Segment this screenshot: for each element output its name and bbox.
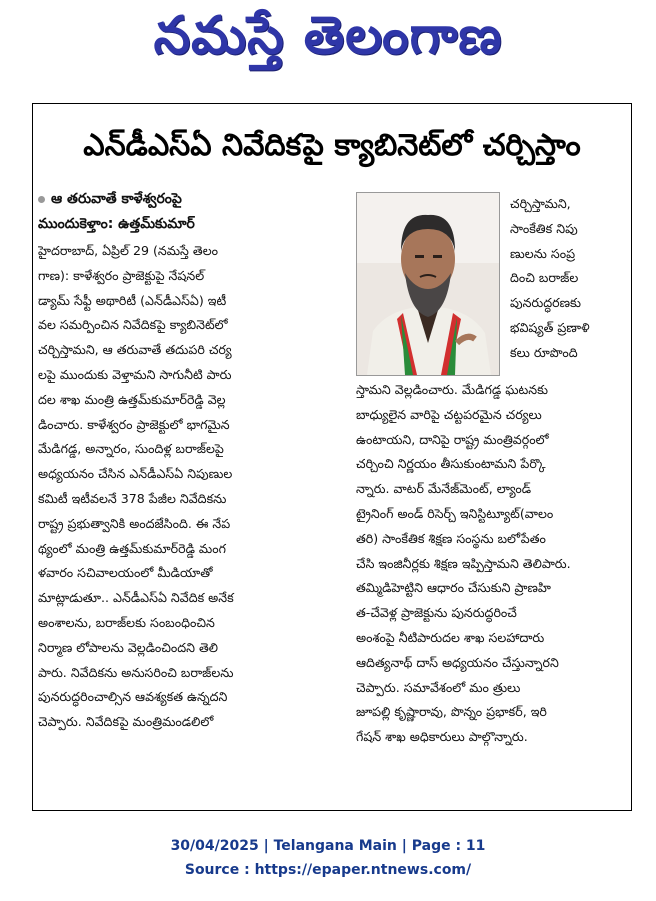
article-line: నిర్మాణ లోపాలను వెల్లడించిందని తెలి bbox=[38, 639, 219, 655]
article-line: తమ్మిడిహెట్టిని ఆధారం చేసుకుని ప్రాణహి bbox=[356, 580, 551, 596]
article-line: అధ్యయనం చేసిన ఎన్‌డీఎస్‌ఏ నిపుణుల bbox=[38, 466, 233, 482]
article-line: ట్రైనింగ్ అండ్ రిసెర్చ్ ఇనిస్టిట్యూట్(వాలం bbox=[356, 505, 554, 521]
article-right-top bbox=[510, 192, 624, 366]
article-line: కలు రూపొంది bbox=[510, 344, 578, 360]
article-line: దించి బరాజ్‌ల bbox=[510, 270, 579, 286]
article-line: సాంకేతిక నిపు bbox=[510, 220, 578, 236]
article-line: న్నారు. వాటర్ మేనేజ్‌మెంట్, ల్యాండ్ bbox=[356, 481, 532, 497]
article-line: చెప్పారు. నివేదికపై మంత్రిమండలిలో bbox=[38, 714, 214, 730]
footer-source-line: Source : https://epaper.ntnews.com/ bbox=[184, 862, 472, 878]
bullet-icon bbox=[38, 196, 45, 203]
article-line: అంశంపై నీటిపారుదల శాఖ సలహాదారు bbox=[356, 629, 545, 645]
article-line: థ్యంలో మంత్రి ఉత్తమ్‌కుమార్‌రెడ్డి మంగ bbox=[38, 540, 226, 556]
article-line: ళవారం సచివాలయంలో మీడియాతో bbox=[38, 565, 213, 581]
article-line: రాష్ట్ర ప్రభుత్వానికి అందజేసింది. ఈ నేప bbox=[38, 515, 231, 531]
subheading-line-1 bbox=[38, 187, 358, 212]
article-line: తరి) సాంకేతిక శిక్షణ సంస్థను బలోపేతం bbox=[356, 530, 546, 546]
article-line: అంశాలను, బరాజ్‌లకు సంబంధించిన bbox=[38, 614, 215, 630]
article-line: చర్చిస్తామని, ఆ తరువాతే తదుపరి చర్య bbox=[38, 342, 232, 358]
article-line: ఆదిత్యనాథ్ దాస్ అధ్యయనం చేస్తున్నారని bbox=[356, 654, 559, 670]
article-line: చెప్పారు. సమావేశంలో మం త్రులు bbox=[356, 679, 521, 695]
article-line: గేషన్ శాఖ అధికారులు పాల్గొన్నారు. bbox=[356, 729, 528, 745]
article-line: ణులను సంప్ర bbox=[510, 245, 576, 261]
article-line: లపై ముందుకు వెళ్తామని సాగునీటి పారు bbox=[38, 366, 232, 382]
article-line: డించారు. కాళేశ్వరం ప్రాజెక్టులో భాగమైన bbox=[38, 416, 230, 432]
article-line: త-చేవెళ్ల ప్రాజెక్టును పునరుద్ధరించే bbox=[356, 605, 517, 621]
headline-text: ఎన్‌డీఎస్‌ఏ నివేదికపై క్యాబినెట్‌లో చర్చిస్తాం bbox=[83, 128, 581, 163]
article-line: పునరుద్ధరణకు bbox=[510, 295, 581, 311]
article-line: పునరుద్ధరించాల్సిన ఆవశ్యకత ఉన్నదని bbox=[38, 689, 228, 705]
subheading-line-2 bbox=[38, 212, 358, 237]
article-line: వల సమర్పించిన నివేదికపై క్యాబినెట్‌లో bbox=[38, 317, 228, 333]
masthead-title: నమస్తే తెలంగాణ bbox=[153, 5, 503, 66]
portrait-illustration bbox=[357, 193, 499, 375]
article-line: డ్యామ్ సేఫ్టీ అథారిటీ (ఎన్‌డీఎస్‌ఏ) ఇటీ bbox=[38, 292, 227, 308]
article-line: ఉంటాయని, దానిపై రాష్ట్ర మంత్రివర్గంలో bbox=[356, 431, 549, 447]
article-line: పారు. నివేదికను అనుసరించి బరాజ్‌లను bbox=[38, 664, 234, 680]
article-line: గాణ): కాళేశ్వరం ప్రాజెక్టుపై నేషనల్ bbox=[38, 267, 205, 283]
subheading bbox=[38, 187, 358, 237]
masthead-logo bbox=[0, 0, 656, 84]
article-right-column bbox=[356, 378, 626, 750]
subheading-text-2: ముందుకెళ్తాం: ఉత్తమ్‌కుమార్ bbox=[38, 216, 195, 232]
article-left-column bbox=[38, 239, 356, 735]
subheading-text-1: ఆ తరువాతే కాళేశ్వరంపై bbox=[51, 191, 182, 207]
footer-date-line: 30/04/2025 | Telangana Main | Page : 11 bbox=[170, 838, 486, 854]
article-line: జూపల్లి కృష్ణారావు, పొన్నం ప్రభాకర్, ఇరి bbox=[356, 704, 547, 720]
article-line: చర్చించి నిర్ణయం తీసుకుంటామని పేర్కొ bbox=[356, 456, 546, 472]
article-line: భవిష్యత్ ప్రణాళి bbox=[510, 319, 590, 335]
portrait-photo bbox=[356, 192, 500, 376]
article-line: బాధ్యులైన వారిపై చట్టపరమైన చర్యలు bbox=[356, 406, 542, 422]
article-line: కమిటీ ఇటీవలనే 378 పేజీల నివేదికను bbox=[38, 490, 227, 506]
article-line: మాట్లాడుతూ.. ఎన్‌డీఎస్‌ఏ నివేదిక అనేక bbox=[38, 590, 234, 606]
article-line: చేసి ఇంజినీర్లకు శిక్షణ ఇప్పిస్తామని తెలిపారు. bbox=[356, 555, 571, 571]
article-line: మేడిగడ్డ, అన్నారం, సుందిళ్ల బరాజ్‌లపై bbox=[38, 441, 224, 457]
article-line: స్తామని వెల్లడించారు. మేడిగడ్డ ఘటనకు bbox=[356, 382, 549, 397]
article-line: చర్చిస్తామని, bbox=[510, 196, 571, 211]
article-line: దల శాఖ మంత్రి ఉత్తమ్‌కుమార్‌రెడ్డి వెల్ల bbox=[38, 391, 226, 407]
headline bbox=[34, 112, 630, 186]
article-line: హైదరాబాద్, ఏప్రిల్ 29 (నమస్తే తెలం bbox=[38, 243, 219, 258]
